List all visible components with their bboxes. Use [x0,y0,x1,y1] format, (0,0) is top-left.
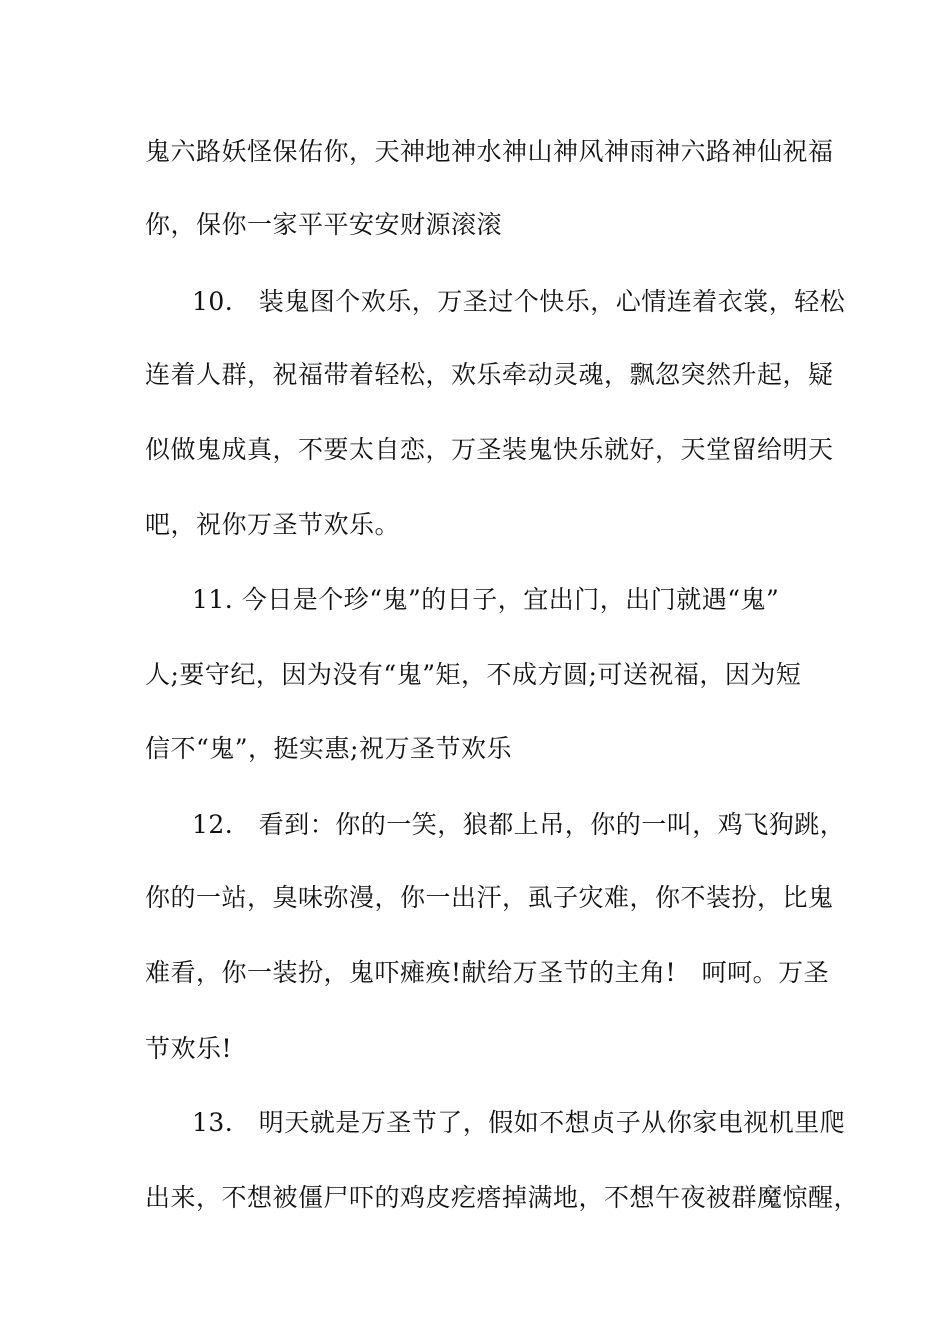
text-line: 你，保你一家平平安安财源滚滚 [145,210,503,239]
text-line: 吧，祝你万圣节欢乐。 [145,510,401,539]
text-line: 连着人群，祝福带着轻松，欢乐牵动灵魂，飘忽突然升起，疑 [145,360,834,389]
text-line: 节欢乐! [145,1034,233,1063]
paragraph-start-12: 12. 看到：你的一笑，狼都上吊，你的一叫，鸡飞狗跳， [192,810,846,839]
paragraph-start-11: 11. 今日是个珍“鬼”的日子，宜出门，出门就遇“鬼” [192,585,780,614]
text-line: 鬼六路妖怪保佑你，天神地神水神山神风神雨神六路神仙祝福 [145,137,834,166]
text-line: 似做鬼成真，不要太自恋，万圣装鬼快乐就好，天堂留给明天 [145,435,834,464]
paragraph-start-10: 10. 装鬼图个欢乐，万圣过个快乐，心情连着衣裳，轻松 [192,287,846,316]
text-line: 你的一站，臭味弥漫，你一出汗，虱子灾难，你不装扮，比鬼 [145,883,834,912]
text-line: 信不“鬼”，挺实惠;祝万圣节欢乐 [145,734,512,763]
text-line: 人;要守纪，因为没有“鬼”矩，不成方圆;可送祝福，因为短 [145,660,802,689]
text-line: 出来，不想被僵尸吓的鸡皮疙瘩掉满地，不想午夜被群魔惊醒， [145,1183,860,1212]
text-line: 难看，你一装扮，鬼吓瘫痪!献给万圣节的主角! 呵呵。万圣 [145,958,830,987]
paragraph-start-13: 13. 明天就是万圣节了，假如不想贞子从你家电视机里爬 [192,1108,846,1137]
